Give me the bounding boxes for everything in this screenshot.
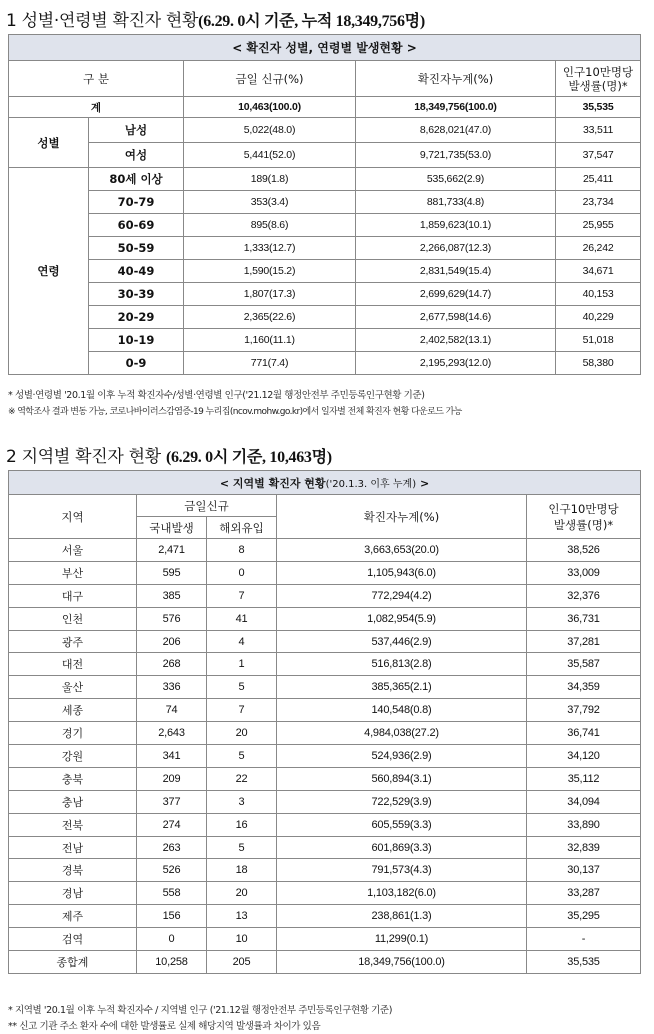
region-name: 광주 [9, 630, 137, 653]
header-region: 지역 [9, 495, 137, 539]
header-rate-line2: 발생률(명)* [553, 517, 614, 532]
region-name: 종합계 [9, 951, 137, 974]
age-rate: 40,229 [556, 306, 641, 329]
age-label: 50-59 [89, 237, 184, 260]
region-cumulative: 1,103,182(6.0) [277, 882, 527, 905]
age-new: 1,590(15.2) [184, 260, 356, 283]
region-row [9, 607, 641, 630]
region-domestic: 274 [137, 813, 207, 836]
gender-new: 5,022(48.0) [184, 118, 356, 143]
section2-title-text: 지역별 확진자 현황 [21, 447, 161, 467]
age-row [9, 283, 641, 306]
age-cumulative: 1,859,623(10.1) [356, 214, 556, 237]
section1-number: 1 [6, 11, 17, 31]
table2-remark: ** 신고 기관 주소 환자 수에 대한 발생률로 실제 해당지역 발생률과 차이가 있음 [8, 1021, 321, 1032]
region-cumulative: 524,936(2.9) [277, 745, 527, 768]
region-domestic: 341 [137, 745, 207, 768]
gender-label: 여성 [89, 143, 184, 168]
region-domestic: 263 [137, 836, 207, 859]
region-cumulative: 1,082,954(5.9) [277, 607, 527, 630]
region-rate: 37,792 [527, 699, 641, 722]
region-domestic: 2,643 [137, 722, 207, 745]
age-new: 1,333(12.7) [184, 237, 356, 260]
region-overseas: 0 [207, 561, 277, 584]
age-label: 0-9 [89, 352, 184, 375]
region-overseas: 18 [207, 859, 277, 882]
region-cumulative: 791,573(4.3) [277, 859, 527, 882]
region-rate: 35,587 [527, 653, 641, 676]
region-domestic: 336 [137, 676, 207, 699]
header-new: 금일 신규(%) [184, 61, 356, 97]
region-domestic: 10,258 [137, 951, 207, 974]
region-name: 경북 [9, 859, 137, 882]
region-cumulative: 238,861(1.3) [277, 905, 527, 928]
region-rate: 38,526 [527, 539, 641, 562]
region-domestic: 0 [137, 928, 207, 951]
region-domestic: 206 [137, 630, 207, 653]
region-name: 충남 [9, 790, 137, 813]
region-overseas: 22 [207, 767, 277, 790]
region-overseas: 5 [207, 836, 277, 859]
region-rate: 34,094 [527, 790, 641, 813]
gender-cumulative: 9,721,735(53.0) [356, 143, 556, 168]
region-overseas: 205 [207, 951, 277, 974]
region-rate: 35,112 [527, 767, 641, 790]
section2-title-bold: (6.29. 0시 기준, 10,463명) [165, 449, 332, 466]
region-name: 대전 [9, 653, 137, 676]
region-row [9, 951, 641, 974]
region-domestic: 595 [137, 561, 207, 584]
age-label: 70-79 [89, 191, 184, 214]
region-overseas: 20 [207, 882, 277, 905]
age-cumulative: 2,266,087(12.3) [356, 237, 556, 260]
age-new: 189(1.8) [184, 168, 356, 191]
region-domestic: 2,471 [137, 539, 207, 562]
total-rate: 35,535 [556, 97, 641, 118]
region-cumulative: 4,984,038(27.2) [277, 722, 527, 745]
age-cumulative: 2,677,598(14.6) [356, 306, 556, 329]
region-rate: 34,359 [527, 676, 641, 699]
region-name: 검역 [9, 928, 137, 951]
header-today-new: 금일신규 [137, 495, 277, 517]
section2-number: 2 [6, 447, 17, 467]
region-row [9, 790, 641, 813]
gender-group-label: 성별 [9, 118, 89, 168]
header-rate [556, 61, 641, 97]
region-row [9, 882, 641, 905]
age-label: 10-19 [89, 329, 184, 352]
region-rate: 35,535 [527, 951, 641, 974]
gender-cumulative: 8,628,021(47.0) [356, 118, 556, 143]
region-rate: 32,839 [527, 836, 641, 859]
section2-title [6, 442, 332, 467]
table2-caption-text: < 지역별 확진자 현황 [219, 476, 326, 490]
region-domestic: 209 [137, 767, 207, 790]
age-cumulative: 2,402,582(13.1) [356, 329, 556, 352]
age-rate: 40,153 [556, 283, 641, 306]
age-label: 60-69 [89, 214, 184, 237]
gender-label: 남성 [89, 118, 184, 143]
age-label: 30-39 [89, 283, 184, 306]
age-rate: 25,955 [556, 214, 641, 237]
region-domestic: 576 [137, 607, 207, 630]
region-rate: - [527, 928, 641, 951]
region-row [9, 767, 641, 790]
table1-remark: ※ 역학조사 결과 변동 가능, 코로나바이러스감염증-19 누리집(ncov.mohw.go.kr)에서 일자별 전체 확진자 현황 다운로드 가능 [8, 407, 462, 417]
region-overseas: 16 [207, 813, 277, 836]
age-row [9, 214, 641, 237]
region-name: 울산 [9, 676, 137, 699]
age-cumulative: 2,195,293(12.0) [356, 352, 556, 375]
region-rate: 33,287 [527, 882, 641, 905]
region-overseas: 10 [207, 928, 277, 951]
region-overseas: 7 [207, 584, 277, 607]
age-row [9, 329, 641, 352]
region-row [9, 722, 641, 745]
region-overseas: 7 [207, 699, 277, 722]
total-new: 10,463(100.0) [184, 97, 356, 118]
gender-row-female [9, 143, 641, 168]
region-overseas: 13 [207, 905, 277, 928]
age-cumulative: 881,733(4.8) [356, 191, 556, 214]
age-new: 2,365(22.6) [184, 306, 356, 329]
table2-footnote: * 지역별 '20.1월 이후 누적 확진자수 / 지역별 인구 ('21.12월 행정안전부 주민등록인구현황 기준) [8, 1005, 393, 1016]
region-rate: 37,281 [527, 630, 641, 653]
region-cumulative: 537,446(2.9) [277, 630, 527, 653]
age-rate: 51,018 [556, 329, 641, 352]
age-row [9, 260, 641, 283]
region-name: 경기 [9, 722, 137, 745]
region-overseas: 5 [207, 745, 277, 768]
age-rate: 26,242 [556, 237, 641, 260]
table2-caption [9, 471, 641, 495]
age-rate: 58,380 [556, 352, 641, 375]
region-row [9, 745, 641, 768]
section1-title-bold: (6.29. 0시 기준, 누적 18,349,756명) [198, 13, 425, 30]
age-cumulative: 535,662(2.9) [356, 168, 556, 191]
header-category: 구 분 [9, 61, 184, 97]
region-cumulative: 385,365(2.1) [277, 676, 527, 699]
region-row [9, 653, 641, 676]
table1-caption: < 확진자 성별, 연령별 발생현황 > [9, 35, 641, 61]
region-row [9, 630, 641, 653]
region-overseas: 4 [207, 630, 277, 653]
region-row [9, 813, 641, 836]
header-cumulative: 확진자누계(%) [277, 495, 527, 539]
age-label: 80세 이상 [89, 168, 184, 191]
region-name: 전남 [9, 836, 137, 859]
age-row [9, 352, 641, 375]
region-cumulative: 1,105,943(6.0) [277, 561, 527, 584]
header-rate [527, 495, 641, 539]
total-cumulative: 18,349,756(100.0) [356, 97, 556, 118]
region-row [9, 584, 641, 607]
total-row [9, 97, 641, 118]
regional-table [8, 470, 641, 974]
region-overseas: 1 [207, 653, 277, 676]
region-cumulative: 772,294(4.2) [277, 584, 527, 607]
table2-caption-end: > [419, 476, 430, 490]
gender-age-table [8, 34, 641, 375]
total-label: 계 [9, 97, 184, 118]
region-overseas: 3 [207, 790, 277, 813]
age-row [9, 306, 641, 329]
region-row [9, 676, 641, 699]
gender-new: 5,441(52.0) [184, 143, 356, 168]
age-row [9, 191, 641, 214]
region-cumulative: 560,894(3.1) [277, 767, 527, 790]
region-name: 서울 [9, 539, 137, 562]
region-overseas: 5 [207, 676, 277, 699]
age-new: 1,807(17.3) [184, 283, 356, 306]
gender-rate: 37,547 [556, 143, 641, 168]
gender-row-male [9, 118, 641, 143]
age-new: 1,160(11.1) [184, 329, 356, 352]
region-domestic: 156 [137, 905, 207, 928]
region-rate: 35,295 [527, 905, 641, 928]
age-rate: 25,411 [556, 168, 641, 191]
header-overseas: 해외유입 [207, 517, 277, 539]
region-cumulative: 605,559(3.3) [277, 813, 527, 836]
region-domestic: 558 [137, 882, 207, 905]
region-row [9, 561, 641, 584]
header-rate-line2: 발생률(명)* [568, 78, 628, 93]
region-name: 인천 [9, 607, 137, 630]
region-rate: 30,137 [527, 859, 641, 882]
age-row [9, 237, 641, 260]
age-rate: 34,671 [556, 260, 641, 283]
region-name: 충북 [9, 767, 137, 790]
header-rate-line1: 인구10만명당 [548, 501, 619, 516]
header-cumulative: 확진자누계(%) [356, 61, 556, 97]
region-domestic: 74 [137, 699, 207, 722]
region-name: 제주 [9, 905, 137, 928]
region-cumulative: 722,529(3.9) [277, 790, 527, 813]
region-cumulative: 3,663,653(20.0) [277, 539, 527, 562]
region-cumulative: 11,299(0.1) [277, 928, 527, 951]
region-row [9, 928, 641, 951]
gender-rate: 33,511 [556, 118, 641, 143]
age-group-label: 연령 [9, 168, 89, 375]
age-new: 771(7.4) [184, 352, 356, 375]
region-name: 부산 [9, 561, 137, 584]
table2-caption-sub: ('20.1.3. 이후 누계) [325, 478, 417, 490]
region-name: 강원 [9, 745, 137, 768]
age-cumulative: 2,699,629(14.7) [356, 283, 556, 306]
region-row [9, 699, 641, 722]
region-rate: 33,890 [527, 813, 641, 836]
region-overseas: 8 [207, 539, 277, 562]
header-domestic: 국내발생 [137, 517, 207, 539]
age-label: 40-49 [89, 260, 184, 283]
header-rate-line1: 인구10만명당 [562, 64, 634, 79]
region-domestic: 526 [137, 859, 207, 882]
region-rate: 32,376 [527, 584, 641, 607]
region-row [9, 905, 641, 928]
region-name: 경남 [9, 882, 137, 905]
region-domestic: 385 [137, 584, 207, 607]
age-new: 895(8.6) [184, 214, 356, 237]
region-cumulative: 18,349,756(100.0) [277, 951, 527, 974]
region-name: 대구 [9, 584, 137, 607]
age-row [9, 168, 641, 191]
region-overseas: 41 [207, 607, 277, 630]
region-cumulative: 601,869(3.3) [277, 836, 527, 859]
region-rate: 36,741 [527, 722, 641, 745]
region-overseas: 20 [207, 722, 277, 745]
region-rate: 34,120 [527, 745, 641, 768]
region-row [9, 859, 641, 882]
age-rate: 23,734 [556, 191, 641, 214]
region-cumulative: 140,548(0.8) [277, 699, 527, 722]
region-cumulative: 516,813(2.8) [277, 653, 527, 676]
region-rate: 33,009 [527, 561, 641, 584]
section1-title-text: 성별·연령별 확진자 현황 [21, 11, 199, 31]
table1-footnote: * 성별·연령별 '20.1월 이후 누적 확진자수/성별·연령별 인구('21.12월 행정안전부 주민등록인구현황 기준) [8, 390, 425, 401]
region-name: 전북 [9, 813, 137, 836]
age-label: 20-29 [89, 306, 184, 329]
region-name: 세종 [9, 699, 137, 722]
region-row [9, 539, 641, 562]
age-cumulative: 2,831,549(15.4) [356, 260, 556, 283]
region-domestic: 268 [137, 653, 207, 676]
region-domestic: 377 [137, 790, 207, 813]
section1-title [6, 6, 425, 31]
age-new: 353(3.4) [184, 191, 356, 214]
region-row [9, 836, 641, 859]
region-rate: 36,731 [527, 607, 641, 630]
